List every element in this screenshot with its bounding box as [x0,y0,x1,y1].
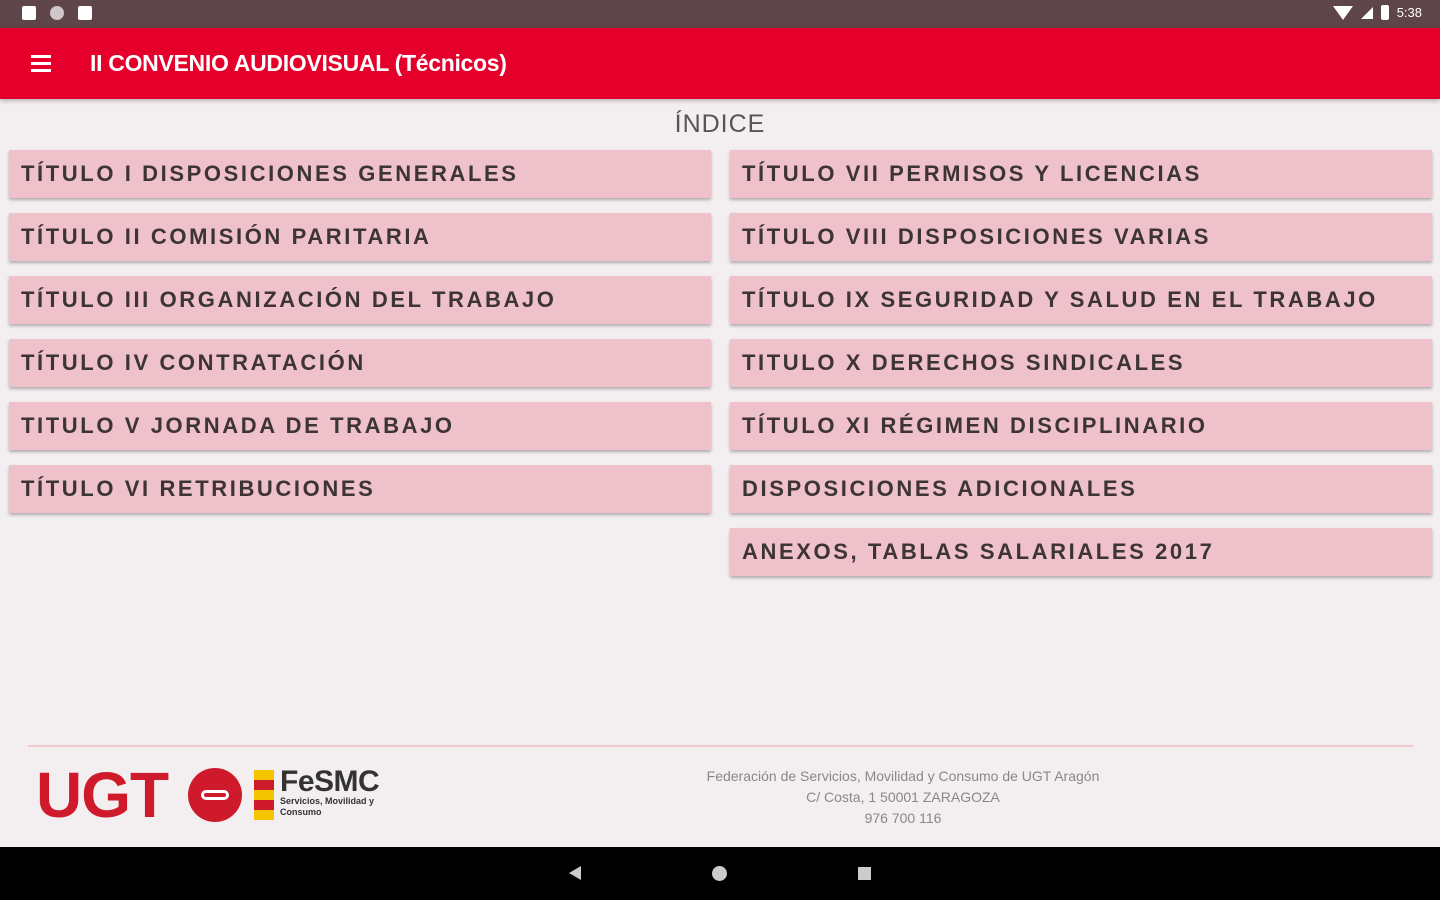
index-item-titulo-iii[interactable]: TÍTULO III ORGANIZACIÓN DEL TRABAJO [9,276,711,324]
battery-icon [1381,5,1389,20]
hamburger-icon-line [31,62,51,65]
fesmc-logo: FeSMC [280,765,380,798]
home-icon[interactable] [712,866,727,881]
ugt-handshake-icon [188,768,242,822]
index-item-titulo-xi[interactable]: TÍTULO XI RÉGIMEN DISCIPLINARIO [730,402,1432,450]
index-item-titulo-vii[interactable]: TÍTULO VII PERMISOS Y LICENCIAS [730,150,1432,198]
sync-icon [50,6,64,20]
app-bar [0,28,1440,99]
app-title: II CONVENIO AUDIOVISUAL (Técnicos) [90,50,507,76]
footer-contact [640,766,1166,829]
index-heading: ÍNDICE [674,110,766,138]
index-item-titulo-i[interactable]: TÍTULO I DISPOSICIONES GENERALES [9,150,711,198]
sd-card-icon [78,6,92,20]
wifi-icon [1333,6,1353,20]
index-item-titulo-x[interactable]: TITULO X DERECHOS SINDICALES [730,339,1432,387]
aragon-flag-icon [254,770,274,820]
hamburger-icon [31,55,51,58]
back-icon[interactable] [569,866,581,880]
status-notification-icons [22,6,92,20]
notification-icon [22,6,36,20]
index-item-titulo-vi[interactable]: TÍTULO VI RETRIBUCIONES [9,465,711,513]
index-item-titulo-v[interactable]: TITULO V JORNADA DE TRABAJO [9,402,711,450]
status-system-icons [1333,5,1422,20]
ugt-logo: UGT [36,759,169,831]
index-item-titulo-iv[interactable]: TÍTULO IV CONTRATACIÓN [9,339,711,387]
footer-phone: 976 700 116 [864,810,942,826]
footer-address: C/ Costa, 1 50001 ZARAGOZA [806,789,1000,805]
navigation-bar [0,847,1440,900]
menu-button[interactable] [22,46,60,82]
index-item-titulo-ix[interactable]: TÍTULO IX SEGURIDAD Y SALUD EN EL TRABAJO [730,276,1432,324]
index-item-anexos[interactable]: ANEXOS, TABLAS SALARIALES 2017 [730,528,1432,576]
footer-organization: Federación de Servicios, Movilidad y Consumo de UGT Aragón [706,768,1100,784]
status-time: 5:38 [1396,5,1422,20]
signal-icon [1361,7,1373,19]
index-item-titulo-viii[interactable]: TÍTULO VIII DISPOSICIONES VARIAS [730,213,1432,261]
fesmc-logo-subtitle: Servicios, Movilidad y Consumo [280,796,375,817]
index-item-disposiciones-adicionales[interactable]: DISPOSICIONES ADICIONALES [730,465,1432,513]
hamburger-icon-line [31,69,51,72]
footer-divider [28,745,1413,747]
status-bar [0,0,1440,28]
recents-icon[interactable] [858,867,871,880]
index-item-titulo-ii[interactable]: TÍTULO II COMISIÓN PARITARIA [9,213,711,261]
